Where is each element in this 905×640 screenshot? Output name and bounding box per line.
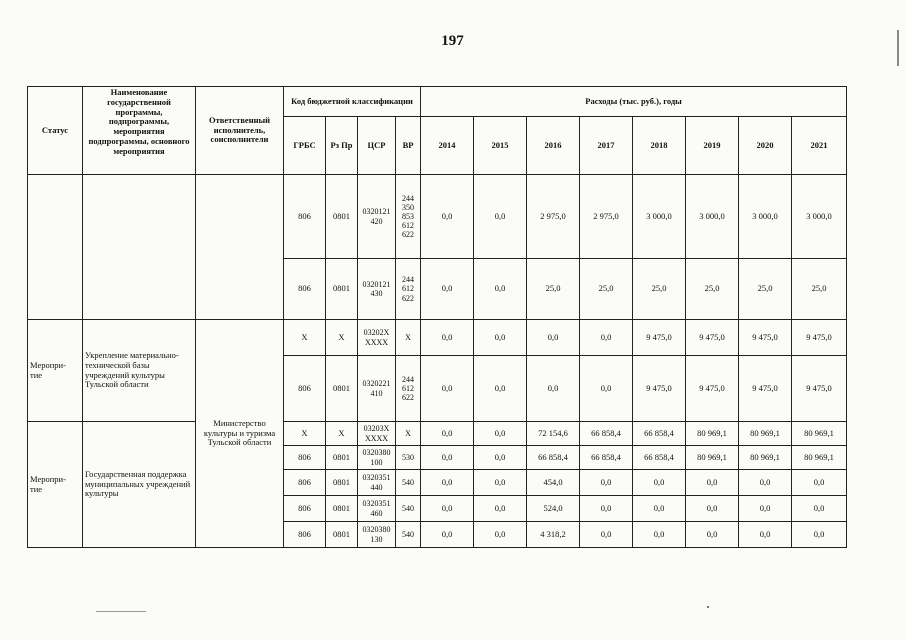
csr-cell: 0320221 410 [358, 356, 396, 422]
grbs-cell: X [284, 422, 326, 446]
value-cell: 0,0 [421, 175, 474, 259]
vr-cell: 244 350 853 612 622 [396, 175, 421, 259]
csr-cell: 0320121 430 [358, 259, 396, 320]
table-row [28, 175, 847, 259]
grbs-cell: 806 [284, 446, 326, 470]
value-cell: 0,0 [421, 259, 474, 320]
value-cell: 25,0 [527, 259, 580, 320]
csr-cell: 0320351 460 [358, 496, 396, 522]
value-cell: 9 475,0 [739, 356, 792, 422]
value-cell: 25,0 [792, 259, 847, 320]
header-year: 2017 [580, 117, 633, 175]
header-year: 2018 [633, 117, 686, 175]
value-cell: 3 000,0 [686, 175, 739, 259]
value-cell: 66 858,4 [527, 446, 580, 470]
value-cell: 0,0 [527, 320, 580, 356]
header-year: 2020 [739, 117, 792, 175]
value-cell: 4 318,2 [527, 522, 580, 548]
vr-cell: 244 612 622 [396, 259, 421, 320]
value-cell: 0,0 [474, 320, 527, 356]
value-cell: 0,0 [633, 522, 686, 548]
value-cell: 0,0 [686, 470, 739, 496]
value-cell: 80 969,1 [739, 446, 792, 470]
page-number: 197 [441, 33, 464, 49]
value-cell: 0,0 [474, 470, 527, 496]
value-cell: 0,0 [474, 496, 527, 522]
value-cell: 0,0 [527, 356, 580, 422]
value-cell: 0,0 [474, 175, 527, 259]
value-cell: 0,0 [739, 470, 792, 496]
value-cell: 0,0 [474, 259, 527, 320]
value-cell: 0,0 [792, 522, 847, 548]
header-year: 2021 [792, 117, 847, 175]
page-edge-mark [897, 30, 899, 66]
vr-cell: 540 [396, 496, 421, 522]
header-year: 2014 [421, 117, 474, 175]
value-cell: 0,0 [633, 470, 686, 496]
csr-cell: 03202X XXXX [358, 320, 396, 356]
value-cell: 25,0 [580, 259, 633, 320]
header-csr: ЦСР [358, 117, 396, 175]
grbs-cell: 806 [284, 356, 326, 422]
value-cell: 0,0 [474, 356, 527, 422]
name-cell: Государственная поддержка муниципальных учреждений культуры [83, 422, 196, 548]
value-cell: 0,0 [580, 470, 633, 496]
grbs-cell: 806 [284, 522, 326, 548]
value-cell: 524,0 [527, 496, 580, 522]
value-cell: 0,0 [421, 522, 474, 548]
value-cell: 66 858,4 [580, 422, 633, 446]
value-cell: 9 475,0 [633, 320, 686, 356]
value-cell: 25,0 [633, 259, 686, 320]
header-year: 2019 [686, 117, 739, 175]
value-cell: 66 858,4 [580, 446, 633, 470]
value-cell: 9 475,0 [792, 356, 847, 422]
value-cell: 0,0 [421, 320, 474, 356]
vr-cell: 244 612 622 [396, 356, 421, 422]
value-cell: 9 475,0 [739, 320, 792, 356]
footer-rule [96, 611, 146, 612]
status-cell: Меропри- тие [28, 422, 83, 548]
header-expenses: Расходы (тыс. руб.), годы [421, 87, 847, 117]
header-year: 2015 [474, 117, 527, 175]
rzpr-cell: X [326, 422, 358, 446]
rzpr-cell: 0801 [326, 496, 358, 522]
csr-cell: 0320121 420 [358, 175, 396, 259]
value-cell: 25,0 [739, 259, 792, 320]
value-cell: 0,0 [739, 522, 792, 548]
value-cell: 0,0 [421, 496, 474, 522]
value-cell: 2 975,0 [580, 175, 633, 259]
value-cell: 3 000,0 [633, 175, 686, 259]
value-cell: 9 475,0 [686, 356, 739, 422]
value-cell: 9 475,0 [686, 320, 739, 356]
vr-cell: 540 [396, 470, 421, 496]
table-row [28, 320, 847, 356]
executor-cell-empty [196, 175, 284, 320]
value-cell: 80 969,1 [686, 422, 739, 446]
csr-cell: 0320380 100 [358, 446, 396, 470]
scan-speck [707, 606, 709, 608]
csr-cell: 03203X XXXX [358, 422, 396, 446]
grbs-cell: 806 [284, 496, 326, 522]
value-cell: 0,0 [686, 522, 739, 548]
budget-table [27, 86, 847, 548]
rzpr-cell: X [326, 320, 358, 356]
csr-cell: 0320380 130 [358, 522, 396, 548]
value-cell: 9 475,0 [633, 356, 686, 422]
value-cell: 0,0 [474, 522, 527, 548]
rzpr-cell: 0801 [326, 446, 358, 470]
executor-cell: Министерство культуры и туризма Тульской области [196, 320, 284, 548]
grbs-cell: X [284, 320, 326, 356]
value-cell: 0,0 [580, 522, 633, 548]
value-cell: 0,0 [792, 470, 847, 496]
value-cell: 80 969,1 [792, 422, 847, 446]
csr-cell: 0320351 440 [358, 470, 396, 496]
rzpr-cell: 0801 [326, 522, 358, 548]
value-cell: 0,0 [474, 446, 527, 470]
header-status: Статус [28, 87, 83, 175]
value-cell: 0,0 [633, 496, 686, 522]
value-cell: 0,0 [580, 356, 633, 422]
header-name: Наименование государственной программы, подпрограммы, мероприятия подпрограммы, основного мероприятия [83, 87, 196, 175]
grbs-cell: 806 [284, 175, 326, 259]
value-cell: 25,0 [686, 259, 739, 320]
value-cell: 454,0 [527, 470, 580, 496]
vr-cell: 540 [396, 522, 421, 548]
value-cell: 3 000,0 [792, 175, 847, 259]
value-cell: 9 475,0 [792, 320, 847, 356]
name-cell: Укрепление материально-технической базы учреждений культуры Тульской области [83, 320, 196, 422]
value-cell: 72 154,6 [527, 422, 580, 446]
value-cell: 80 969,1 [686, 446, 739, 470]
header-rzpr: Рз Пр [326, 117, 358, 175]
vr-cell: X [396, 320, 421, 356]
status-cell-empty [28, 175, 83, 320]
value-cell: 0,0 [580, 320, 633, 356]
value-cell: 2 975,0 [527, 175, 580, 259]
header-grbs: ГРБС [284, 117, 326, 175]
header-row-1 [28, 87, 847, 117]
header-vr: ВР [396, 117, 421, 175]
rzpr-cell: 0801 [326, 356, 358, 422]
rzpr-cell: 0801 [326, 470, 358, 496]
value-cell: 0,0 [421, 356, 474, 422]
table-row [28, 422, 847, 446]
value-cell: 0,0 [421, 422, 474, 446]
vr-cell: X [396, 422, 421, 446]
value-cell: 0,0 [739, 496, 792, 522]
value-cell: 0,0 [421, 470, 474, 496]
header-executor: Ответственный исполнитель, соисполнители [196, 87, 284, 175]
value-cell: 0,0 [580, 496, 633, 522]
value-cell: 0,0 [421, 446, 474, 470]
header-year: 2016 [527, 117, 580, 175]
value-cell: 80 969,1 [792, 446, 847, 470]
vr-cell: 530 [396, 446, 421, 470]
value-cell: 0,0 [474, 422, 527, 446]
rzpr-cell: 0801 [326, 259, 358, 320]
name-cell-empty [83, 175, 196, 320]
value-cell: 66 858,4 [633, 446, 686, 470]
grbs-cell: 806 [284, 259, 326, 320]
header-budget-code: Код бюджетной классификации [284, 87, 421, 117]
rzpr-cell: 0801 [326, 175, 358, 259]
value-cell: 66 858,4 [633, 422, 686, 446]
value-cell: 0,0 [686, 496, 739, 522]
status-cell: Меропри- тие [28, 320, 83, 422]
grbs-cell: 806 [284, 470, 326, 496]
value-cell: 0,0 [792, 496, 847, 522]
value-cell: 3 000,0 [739, 175, 792, 259]
value-cell: 80 969,1 [739, 422, 792, 446]
